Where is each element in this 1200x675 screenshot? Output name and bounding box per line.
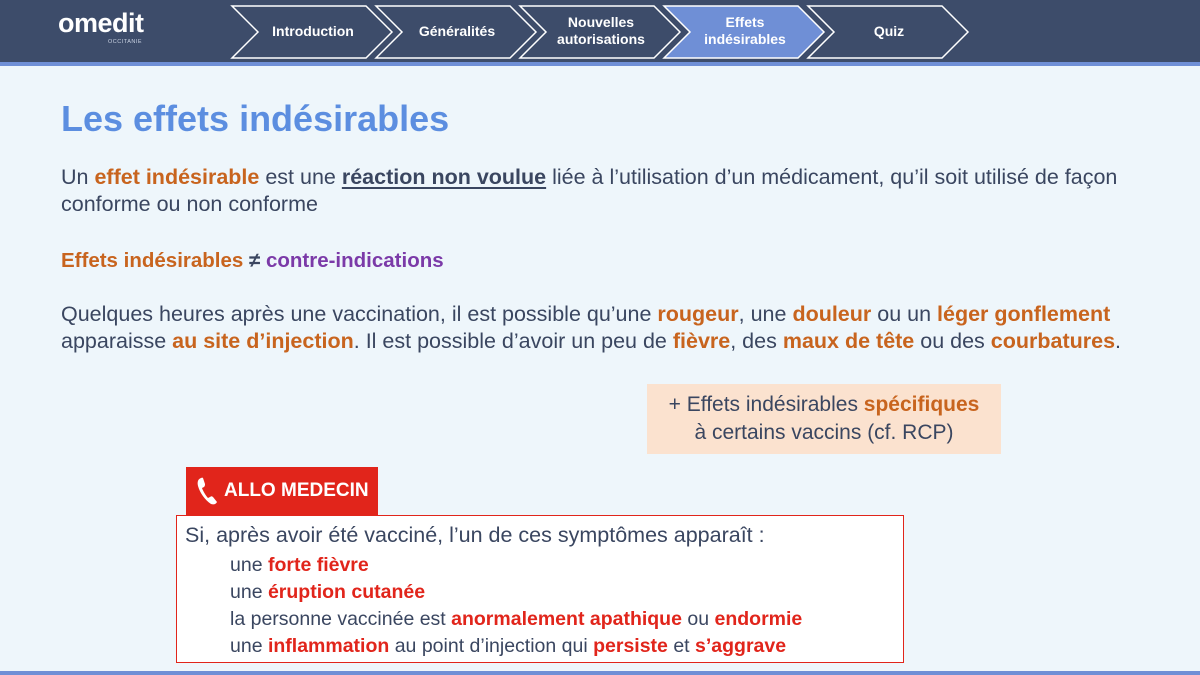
specific-effects-note — [647, 384, 1001, 454]
alert-item — [230, 608, 802, 631]
text-run: Quelques heures après une vaccination, il est possible qu’une — [61, 302, 658, 326]
note-prefix: + Effets indésirables — [668, 393, 864, 416]
phone-icon — [196, 476, 218, 506]
text-run: . — [1115, 329, 1122, 353]
not-equal-symbol: ≠ — [243, 249, 266, 272]
alert-item — [230, 554, 369, 577]
text-run: liée à l’utilisation d’un médicament, qu’il soit utilisé de façon conforme ou non conforme — [61, 165, 1118, 216]
note-highlight: spécifiques — [863, 393, 980, 416]
nav-label-line: indésirables — [704, 31, 786, 47]
symptom-highlight: douleur — [792, 302, 872, 326]
nav-label-line: Effets — [725, 14, 765, 30]
term-reaction-non-voulue: réaction non voulue — [341, 165, 547, 189]
nav-tab-quiz[interactable]: Quiz — [873, 23, 905, 39]
alert-symptoms-box — [176, 515, 904, 663]
symptom-highlight: au site d’injection — [172, 329, 354, 353]
text-run: une — [230, 635, 268, 657]
alert-highlight: persiste — [593, 635, 668, 657]
alert-highlight: endormie — [714, 608, 803, 630]
text-run: au point d’injection qui — [389, 635, 594, 657]
distinction-right: contre-indications — [265, 249, 444, 272]
allo-medecin-banner — [186, 467, 378, 515]
logo-subtitle: OCCITANIE — [108, 39, 143, 45]
note-line-1 — [647, 391, 1001, 419]
definition-paragraph — [61, 164, 1141, 218]
text-run: ou un — [871, 302, 938, 326]
footer-accent-line — [0, 671, 1200, 675]
symptom-highlight: maux de tête — [782, 329, 915, 353]
note-line-2: à certains vaccins (cf. RCP) — [694, 421, 954, 444]
text-run: Un — [61, 165, 95, 189]
distinction-left: Effets indésirables — [61, 249, 244, 272]
symptom-highlight: courbatures — [990, 329, 1116, 353]
text-run: une — [230, 554, 268, 576]
allo-medecin-label: ALLO MEDECIN — [224, 480, 369, 501]
text-run: une — [230, 581, 268, 603]
nav-tab-nouvelles-autorisations[interactable] — [541, 14, 661, 48]
nav-tab-effets-indesirables[interactable] — [685, 14, 805, 48]
alert-highlight: inflammation — [267, 635, 390, 657]
nav-label-line: autorisations — [557, 31, 645, 47]
text-run: et — [667, 635, 696, 657]
text-run: ou — [681, 608, 715, 630]
common-effects-paragraph — [61, 301, 1121, 355]
nav-tab-introduction[interactable]: Introduction — [272, 23, 354, 39]
text-run: apparaisse — [61, 329, 173, 353]
distinction-line — [61, 247, 444, 274]
term-effet-indesirable: effet indésirable — [94, 165, 260, 189]
symptom-highlight: léger gonflement — [937, 302, 1111, 326]
slide-title: Les effets indésirables — [61, 98, 450, 139]
text-run: la personne vaccinée est — [230, 608, 452, 630]
text-run: est une — [259, 165, 342, 189]
alert-highlight: forte fièvre — [267, 554, 369, 576]
text-run: . Il est possible d’avoir un peu de — [353, 329, 673, 353]
symptom-highlight: fièvre — [672, 329, 731, 353]
text-run: , une — [738, 302, 793, 326]
alert-item — [230, 635, 786, 658]
alert-highlight: anormalement apathique — [451, 608, 682, 630]
text-run: , des — [730, 329, 783, 353]
alert-intro: Si, après avoir été vacciné, l’un de ces symptômes apparaît : — [185, 523, 765, 547]
alert-highlight: s’aggrave — [695, 635, 787, 657]
alert-item — [230, 581, 425, 604]
text-run: ou des — [914, 329, 991, 353]
symptom-highlight: rougeur — [657, 302, 739, 326]
omedit-logo: omedit — [58, 8, 144, 38]
alert-highlight: éruption cutanée — [267, 581, 426, 603]
nav-label-line: Nouvelles — [567, 14, 635, 30]
nav-tab-generalites[interactable]: Généralités — [418, 23, 496, 39]
header-accent-line — [0, 62, 1200, 66]
